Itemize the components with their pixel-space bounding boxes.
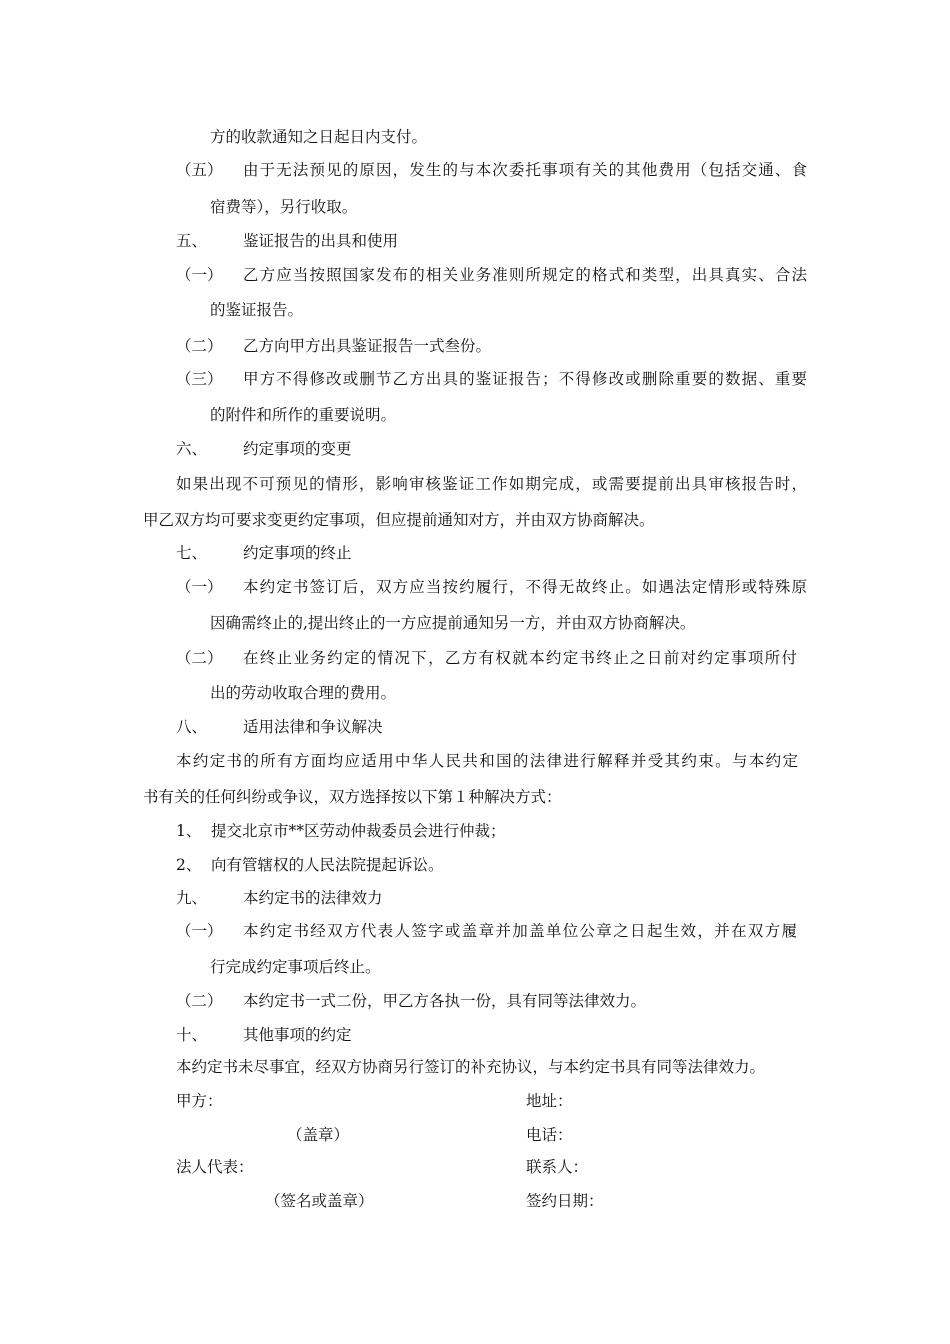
party-a-label: 甲方： — [176, 1092, 223, 1110]
fee-item-5 — [0, 155, 950, 185]
section-number: 九、 — [176, 889, 208, 907]
section-number: 十、 — [176, 1026, 208, 1044]
item-text: 的附件和所作的重要说明。 — [210, 406, 397, 424]
item-number: （一） — [176, 266, 223, 284]
sign-or-seal-label: （签名或盖章） — [265, 1192, 374, 1210]
seal-label: （盖章） — [287, 1126, 350, 1144]
section-7-item-2-continuation — [0, 678, 950, 708]
section-10-paragraph — [0, 1052, 950, 1082]
option-text: 提交北京市**区劳动仲裁委员会进行仲裁； — [211, 822, 506, 840]
item-text: 因确需终止的,提出终止的一方应提前通知另一方，并由双方协商解决。 — [210, 614, 696, 632]
section-9-item-1 — [0, 916, 950, 946]
paragraph-text: 如果出现不可预见的情形，影响审核鉴证工作如期完成，或需要提前出具审核报告时， — [176, 475, 807, 493]
item-number: （二） — [176, 337, 223, 355]
section-5-item-1-continuation — [0, 295, 950, 325]
paragraph-text: 书有关的任何纠纷或争议，双方选择按以下第１种解决方式： — [143, 788, 562, 806]
item-number: （五） — [176, 161, 223, 179]
contact-person-label: 联系人： — [526, 1158, 589, 1176]
fee-item-5-continuation — [0, 192, 950, 222]
section-number: 六、 — [176, 440, 208, 458]
item-text: 行完成约定事项后终止。 — [210, 958, 381, 976]
item-text: 本约定书经双方代表人签字或盖章并加盖单位公章之日起生效，并在双方履 — [243, 922, 797, 940]
signature-row-1 — [0, 1086, 950, 1116]
section-8-option-1 — [0, 816, 950, 846]
section-7-item-1-continuation — [0, 608, 950, 638]
address-label: 地址： — [526, 1092, 573, 1110]
section-8-paragraph-continuation — [0, 782, 950, 812]
item-text: 出的劳动收取合理的费用。 — [210, 684, 397, 702]
section-title: 约定事项的变更 — [243, 440, 352, 458]
section-5-item-2 — [0, 331, 950, 361]
item-text: 宿费等），另行收取。 — [210, 198, 358, 216]
item-number: （二） — [176, 649, 223, 667]
section-5-item-1 — [0, 260, 950, 290]
item-text: 在终止业务约定的情况下，乙方有权就本约定书终止之日前对约定事项所付 — [243, 649, 797, 667]
section-heading-5 — [0, 226, 950, 256]
section-number: 七、 — [176, 544, 208, 562]
section-heading-9 — [0, 883, 950, 913]
section-title: 适用法律和争议解决 — [243, 718, 383, 736]
section-5-item-3 — [0, 364, 950, 394]
item-number: （一） — [176, 922, 223, 940]
option-number: 2、 — [176, 856, 202, 874]
paragraph-text: 本约定书未尽事宜，经双方协商另行签订的补充协议，与本约定书具有同等法律效力。 — [176, 1058, 766, 1076]
section-title: 其他事项的约定 — [243, 1026, 352, 1044]
section-6-paragraph-continuation — [0, 505, 950, 535]
item-number: （一） — [176, 578, 223, 596]
phone-label: 电话： — [526, 1126, 573, 1144]
section-7-item-2 — [0, 643, 950, 673]
item-text: 本约定书一式二份，甲乙方各执一份，具有同等法律效力。 — [243, 992, 647, 1010]
item-text: 本约定书签订后，双方应当按约履行，不得无故终止。如遇法定情形或特殊原 — [243, 578, 807, 596]
item-text: 乙方向甲方出具鉴证报告一式叁份。 — [243, 337, 492, 355]
section-number: 八、 — [176, 718, 208, 736]
section-title: 鉴证报告的出具和使用 — [243, 232, 399, 250]
section-8-option-2 — [0, 850, 950, 880]
section-heading-6 — [0, 434, 950, 464]
item-number: （二） — [176, 992, 223, 1010]
signing-date-label: 签约日期： — [526, 1192, 604, 1210]
legal-representative-label: 法人代表： — [176, 1158, 254, 1176]
paragraph-text: 甲乙双方均可要求变更约定事项，但应提前通知对方，并由双方协商解决。 — [143, 511, 655, 529]
section-7-item-1 — [0, 572, 950, 602]
item-text: 的鉴证报告。 — [210, 301, 304, 319]
section-9-item-2 — [0, 986, 950, 1016]
section-5-item-3-continuation — [0, 400, 950, 430]
signature-row-4 — [0, 1186, 950, 1216]
fee-continuation-line — [0, 122, 950, 152]
section-heading-10 — [0, 1020, 950, 1050]
option-text: 向有管辖权的人民法院提起诉讼。 — [211, 856, 444, 874]
section-title: 约定事项的终止 — [243, 544, 352, 562]
item-text: 由于无法预见的原因，发生的与本次委托事项有关的其他费用（包括交通、食 — [243, 161, 807, 179]
signature-row-3 — [0, 1152, 950, 1182]
section-8-paragraph — [0, 746, 950, 776]
section-number: 五、 — [176, 232, 208, 250]
signature-row-2 — [0, 1120, 950, 1150]
option-number: 1、 — [176, 822, 202, 840]
section-heading-8 — [0, 712, 950, 742]
item-text: 甲方不得修改或删节乙方出具的鉴证报告；不得修改或删除重要的数据、重要 — [243, 370, 807, 388]
section-9-item-1-continuation — [0, 952, 950, 982]
paragraph-text: 方的收款通知之日起日内支付。 — [210, 128, 428, 146]
item-text: 乙方应当按照国家发布的相关业务准则所规定的格式和类型，出具真实、合法 — [243, 266, 807, 284]
paragraph-text: 本约定书的所有方面均应适用中华人民共和国的法律进行解释并受其约束。与本约定 — [176, 752, 798, 770]
section-title: 本约定书的法律效力 — [243, 889, 383, 907]
section-6-paragraph — [0, 469, 950, 499]
item-number: （三） — [176, 370, 223, 388]
section-heading-7 — [0, 538, 950, 568]
